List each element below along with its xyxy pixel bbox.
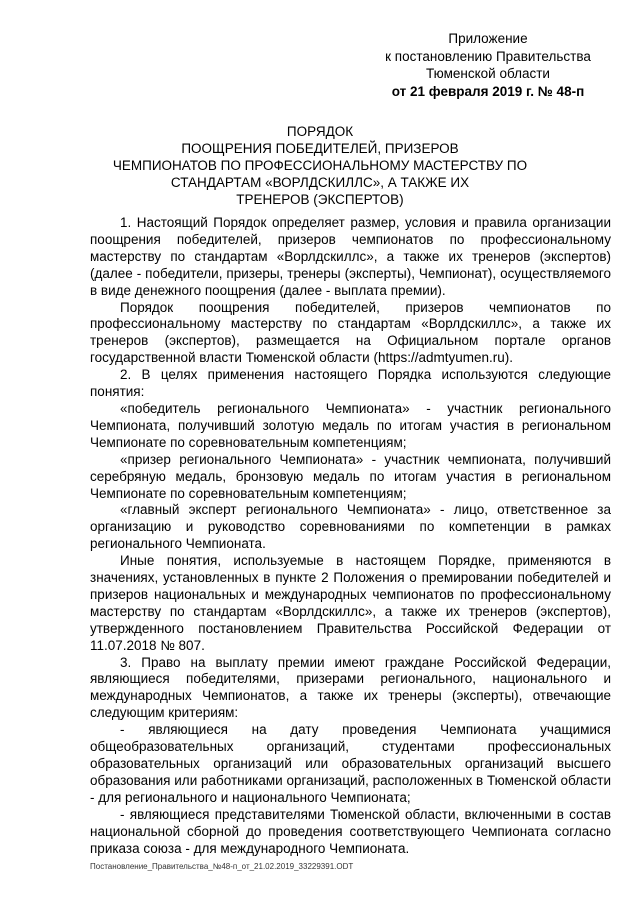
appendix-line: к постановлению Правительства bbox=[385, 48, 591, 64]
document-title bbox=[90, 123, 550, 208]
paragraph: - являющиеся представителями Тюменской области, включенными в состав национальной сборной до проведения соответствующего Чемпионата согласно приказа союза - для международного Чемпионата. bbox=[90, 806, 611, 856]
document-body bbox=[90, 215, 611, 857]
appendix-line: Приложение bbox=[448, 31, 528, 46]
title-line: СТАНДАРТАМ «ВОРЛДСКИЛЛС», А ТАКЖЕ ИХ bbox=[170, 175, 470, 190]
paragraph: «призер регионального Чемпионата» - участник чемпионата, получивший серебряную медаль, бронзовую медаль по итогам участия в региональном Чемпионате по соревновательным компетенциям; bbox=[90, 451, 611, 501]
paragraph: «главный эксперт регионального Чемпионата» - лицо, ответственное за организацию и руководство соревнованиями по компетенции в рамках регионального Чемпионата. bbox=[90, 502, 611, 552]
paragraph: Иные понятия, используемые в настоящем Порядке, применяются в значениях, установленных в пункте 2 Положения о премировании победителей и призеров национальных и международных чемпионатов по профессиональному мастерству по стандартам «Ворлдскиллс», а также их тренеров (экспертов), утвержденного постановлением Правительства Российской Федерации от 11.07.2018 № 807. bbox=[90, 553, 611, 653]
paragraph: 3. Право на выплату премии имеют граждане Российской Федерации, являющиеся победителями, призерами регионального, национального и международных Чемпионатов, а также их тренеры (эксперты), отвечающие следующим критериям: bbox=[90, 654, 611, 721]
appendix-line: Тюменской области bbox=[426, 66, 550, 81]
appendix-date: от 21 февраля 2019 г. № 48-п bbox=[391, 83, 585, 99]
title-line: ЧЕМПИОНАТОВ ПО ПРОФЕССИОНАЛЬНОМУ МАСТЕРСТВУ ПО bbox=[112, 158, 528, 173]
appendix-block bbox=[358, 30, 618, 100]
title-line: ПОРЯДОК bbox=[286, 124, 354, 139]
title-line: ПООЩРЕНИЯ ПОБЕДИТЕЛЕЙ, ПРИЗЕРОВ bbox=[181, 141, 459, 156]
paragraph: Порядок поощрения победителей, призеров чемпионатов по профессиональному мастерству по стандартам «Ворлдскиллс», а также их тренеров (экспертов), размещается на Официальном портале органов государственной власти Тюменской области (https://admtyumen.ru). bbox=[90, 299, 611, 366]
paragraph: - являющиеся на дату проведения Чемпионата учащимися общеобразовательных организаций, студентами профессиональных образовательных организаций или образовательных организаций высшего образования или работниками организаций, расположенных в Тюменской области - для регионального и национального Чемпионата; bbox=[90, 722, 611, 805]
paragraph: «победитель регионального Чемпионата» - участник регионального Чемпионата, получивший золотую медаль по итогам участия в региональном Чемпионате по соревновательным компетенциям; bbox=[90, 400, 611, 450]
paragraph: 1. Настоящий Порядок определяет размер, условия и правила организации поощрения победителей, призеров чемпионатов по профессиональному мастерству по стандартам «Ворлдскиллс», а также их тренеров (экспертов) (далее - победители, призеры, тренеры (эксперты), Чемпионат), осуществляемого в виде денежного поощрения (далее - выплата премии). bbox=[90, 215, 611, 298]
file-footer: Постановление_Правительства_№48-п_от_21.02.2019_33229391.ODT bbox=[90, 862, 354, 871]
title-line: ТРЕНЕРОВ (ЭКСПЕРТОВ) bbox=[236, 192, 404, 207]
paragraph: 2. В целях применения настоящего Порядка используются следующие понятия: bbox=[90, 367, 611, 400]
